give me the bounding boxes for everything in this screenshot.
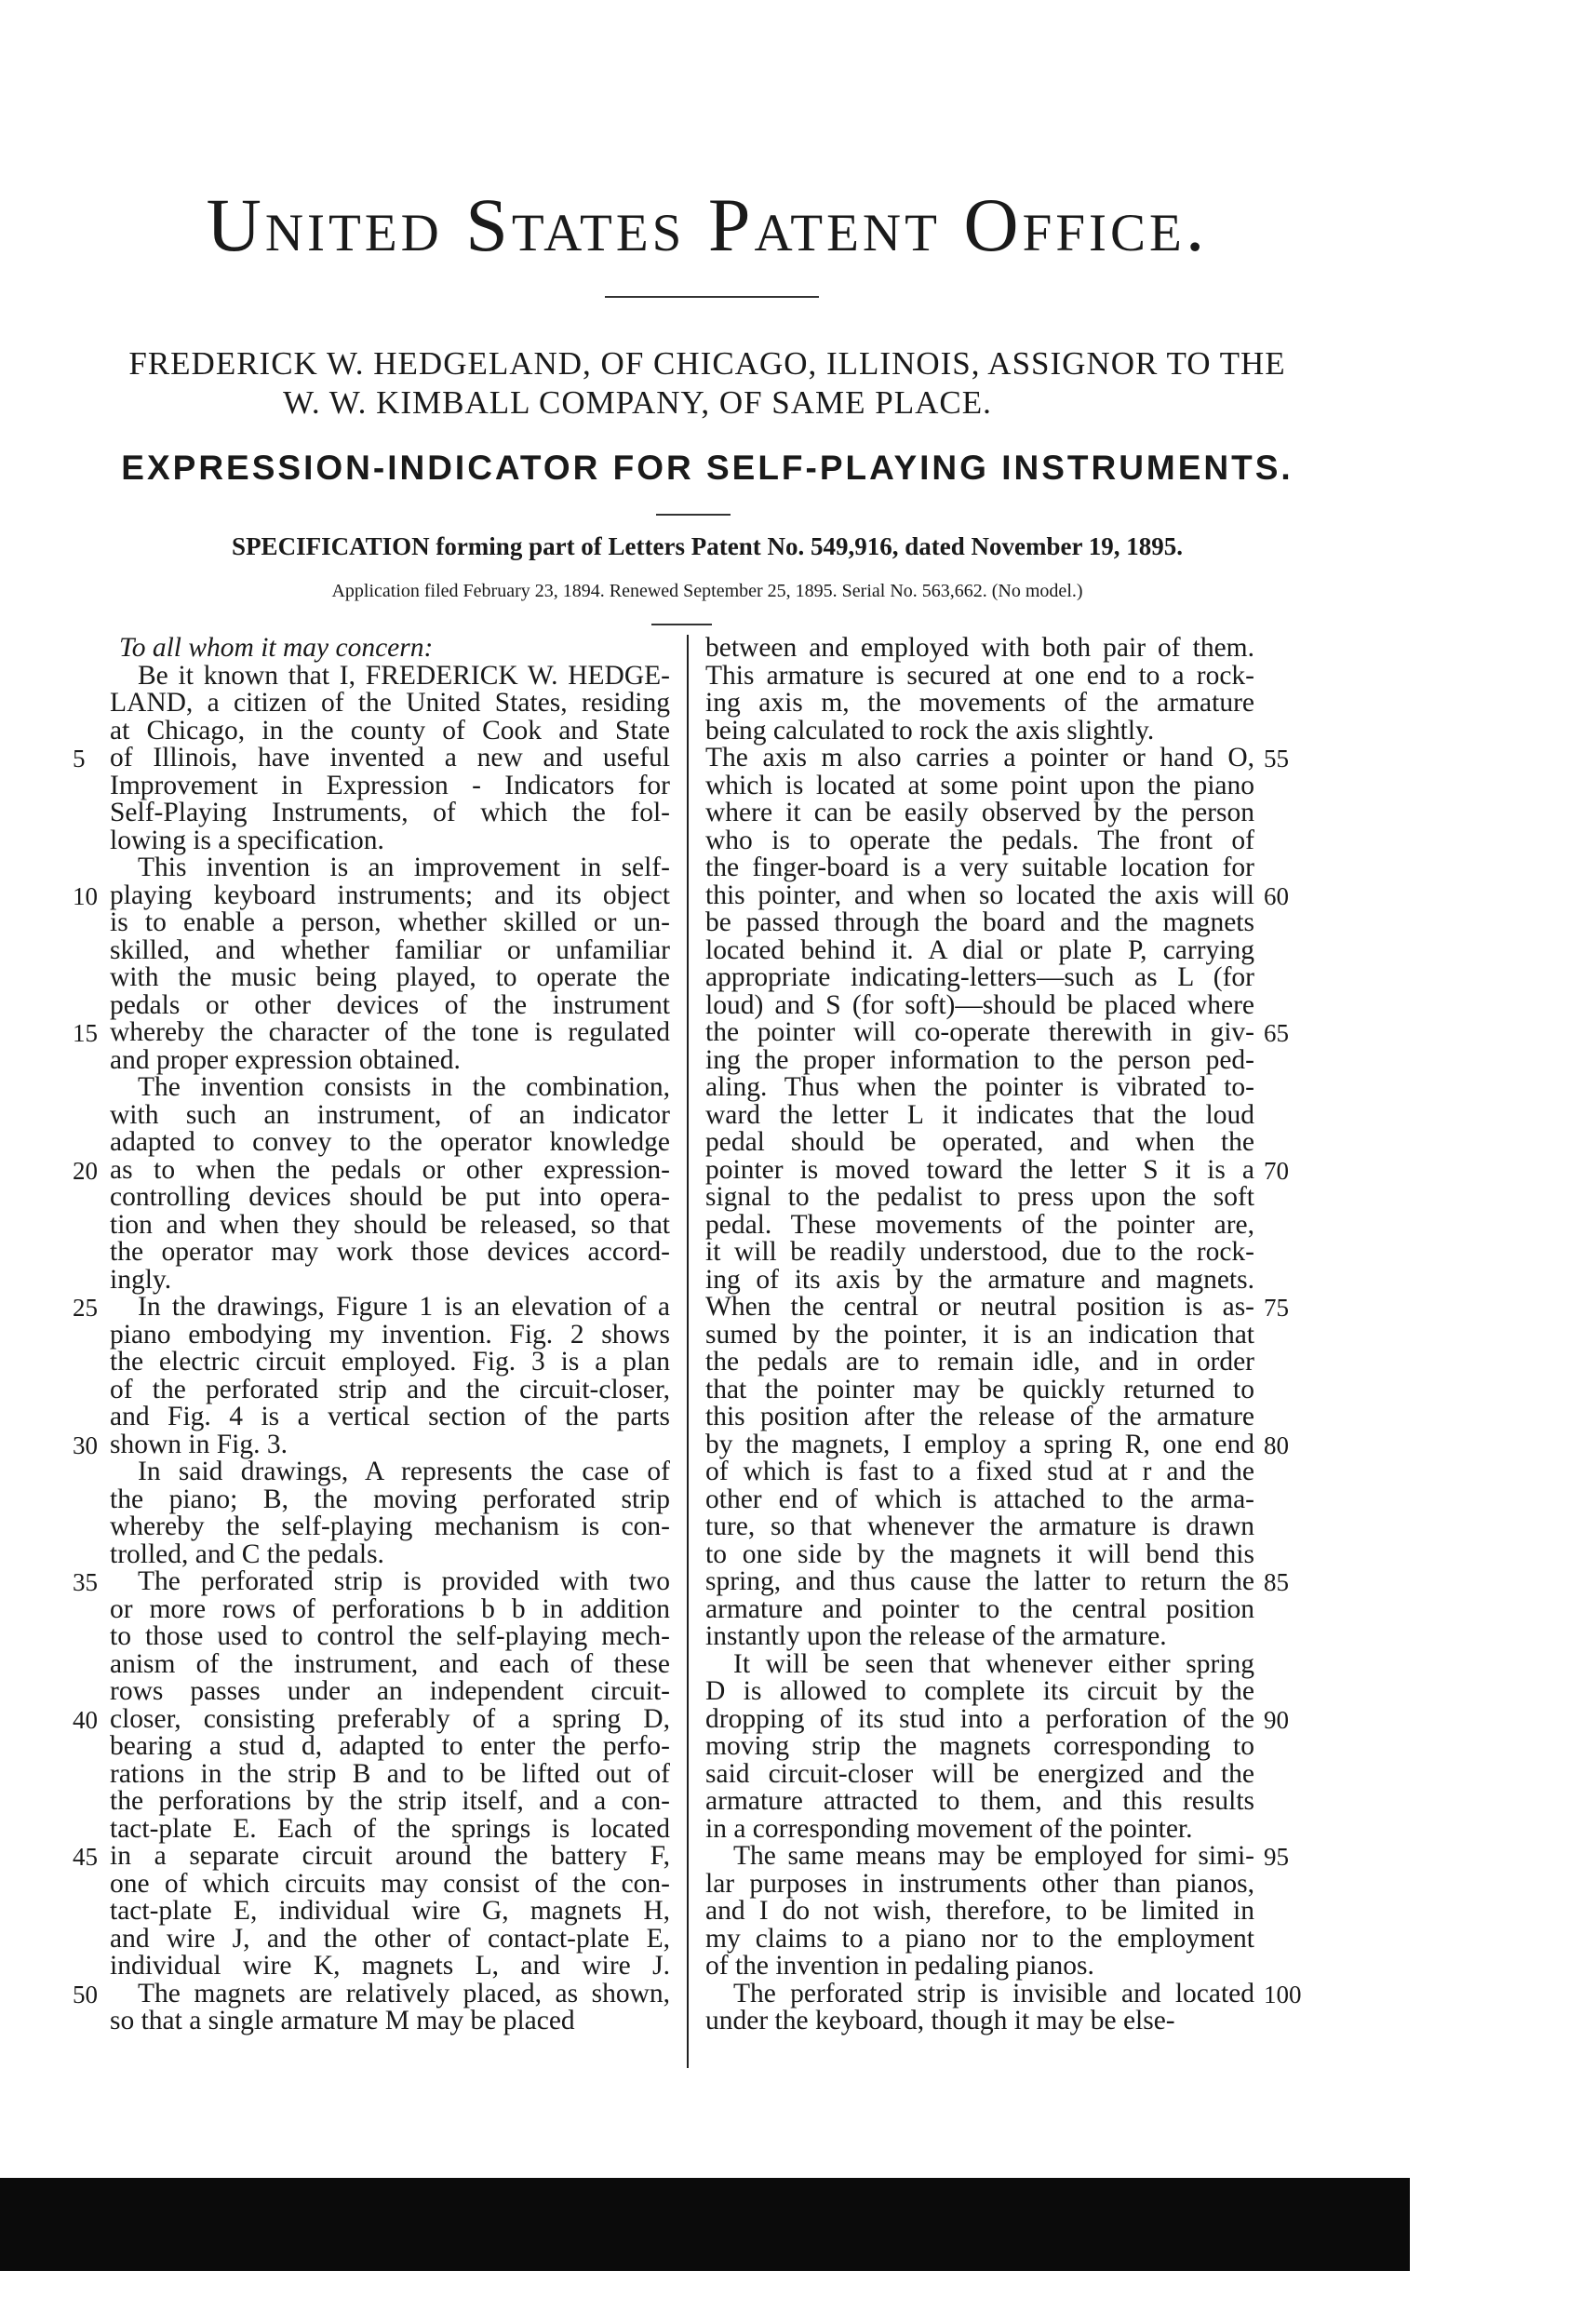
right-text-line: armature and pointer to the central position <box>705 1593 1254 1624</box>
right-text-line: be passed through the board and the magnets <box>705 907 1254 937</box>
right-text-line: ing the proper information to the person ped- <box>705 1044 1254 1075</box>
left-text-line: the operator may work those devices accord- <box>110 1237 670 1267</box>
left-text-line: and wire J, and the other of contact-plate E, <box>110 1923 670 1954</box>
right-text-line: pedal. These movements of the pointer are, <box>705 1209 1254 1240</box>
left-text-line: Improvement in Expression - Indicators for <box>110 770 670 800</box>
right-column <box>705 635 1254 2035</box>
left-text-line: To all whom it may concern: <box>119 633 434 663</box>
line-number: 80 <box>1264 1431 1289 1459</box>
right-text-line: ward the letter L it indicates that the loud <box>705 1099 1254 1130</box>
left-text-line: bearing a stud d, adapted to enter the perfo- <box>110 1731 670 1761</box>
column-divider <box>687 635 689 2068</box>
right-text-line: When the central or neutral position is as- <box>705 1292 1254 1322</box>
line-number: 95 <box>1264 1843 1289 1871</box>
left-text-line: lowing is a specification. <box>110 825 384 855</box>
right-text-line: who is to operate the pedals. The front of <box>705 825 1254 855</box>
right-text-line: loud) and S (for soft)—should be placed where <box>705 989 1254 1020</box>
specification-line: SPECIFICATION forming part of Letters Patent No. 549,916, dated November 19, 1895. <box>232 532 1183 560</box>
left-text-line: closer, consisting preferably of a spring D, <box>110 1703 670 1734</box>
left-column <box>110 635 670 2035</box>
right-text-line: under the keyboard, though it may be else- <box>705 2006 1175 2035</box>
right-text-line: it will be readily understood, due to the rock- <box>705 1237 1254 1267</box>
patent-office-heading: United States Patent Office. <box>206 182 1209 267</box>
right-text-line: It will be seen that whenever either spring <box>733 1648 1254 1679</box>
line-number: 85 <box>1264 1568 1289 1596</box>
right-text-line: where it can be easily observed by the person <box>705 798 1254 827</box>
left-text-line: of the perforated strip and the circuit-closer, <box>110 1374 670 1404</box>
left-text-line: of Illinois, have invented a new and useful <box>110 743 670 772</box>
right-text-line: moving strip the magnets corresponding to <box>705 1731 1254 1761</box>
left-text-line: whereby the character of the tone is regulated <box>110 1017 670 1047</box>
line-number: 70 <box>1264 1156 1289 1185</box>
right-text-line: ture, so that whenever the armature is drawn <box>705 1511 1254 1541</box>
right-text-line: this pointer, and when so located the axis will <box>705 880 1254 910</box>
right-text-line: of which is fast to a fixed stud at r and the <box>705 1457 1254 1486</box>
right-text-line: ing of its axis by the armature and magnets. <box>705 1264 1254 1295</box>
right-text-line: and I do not wish, therefore, to be limited in <box>705 1896 1254 1926</box>
line-number: 45 <box>73 1843 98 1871</box>
left-text-line: skilled, and whether familiar or unfamiliar <box>110 934 670 965</box>
right-text-line: dropping of its stud into a perforation of the <box>705 1703 1254 1734</box>
right-text-line: which is located at some point upon the piano <box>705 770 1254 800</box>
right-text-line: said circuit-closer will be energized and the <box>705 1758 1254 1789</box>
left-text-line: rows passes under an independent circuit- <box>110 1676 670 1706</box>
left-text-line: one of which circuits may consist of the con- <box>110 1868 670 1899</box>
application-line: Application filed February 23, 1894. Renewed September 25, 1895. Serial No. 563,662. (No model.) <box>331 581 1083 601</box>
left-text-line: pedals or other devices of the instrument <box>110 989 670 1020</box>
line-number: 30 <box>73 1431 98 1459</box>
inventor-assignment <box>74 344 1340 423</box>
left-text-line: shown in Fig. 3. <box>110 1429 288 1459</box>
line-number: 5 <box>73 745 86 772</box>
left-text-line: so that a single armature M may be placed <box>110 2006 575 2035</box>
right-text-line: pointer is moved toward the letter S it is a <box>705 1154 1254 1185</box>
left-text-line: Self-Playing Instruments, of which the fol- <box>110 798 670 827</box>
left-text-line: in a separate circuit around the battery F, <box>110 1841 670 1871</box>
right-text-line: pedal should be operated, and when the <box>705 1127 1254 1157</box>
right-text-line: of the invention in pedaling pianos. <box>705 1951 1094 1981</box>
line-number: 20 <box>73 1156 98 1185</box>
left-text-line: The magnets are relatively placed, as shown, <box>138 1978 670 2008</box>
heading-divider <box>605 296 819 298</box>
right-text-line: to one side by the magnets it will bend this <box>705 1538 1254 1569</box>
line-number: 55 <box>1264 745 1289 772</box>
left-text-line: ingly. <box>110 1264 172 1295</box>
right-text-line: aling. Thus when the pointer is vibrated to- <box>705 1072 1254 1102</box>
left-text-line: controlling devices should be put into opera- <box>110 1182 670 1212</box>
line-number: 10 <box>73 881 98 910</box>
line-number: 65 <box>1264 1019 1289 1047</box>
left-text-line: and Fig. 4 is a vertical section of the parts <box>110 1402 670 1431</box>
left-text-line: LAND, a citizen of the United States, residing <box>110 688 670 718</box>
line-number: 25 <box>73 1294 98 1322</box>
right-text-line: between and employed with both pair of them. <box>705 633 1254 663</box>
right-text-line: ing axis m, the movements of the armature <box>705 688 1254 718</box>
right-text-line: This armature is secured at one end to a rock- <box>705 660 1254 691</box>
left-text-line: at Chicago, in the county of Cook and State <box>110 715 670 746</box>
right-text-line: instantly upon the release of the armature. <box>705 1621 1167 1651</box>
right-text-line: sumed by the pointer, it is an indication that <box>705 1319 1254 1350</box>
line-number: 15 <box>73 1019 98 1047</box>
right-text-line: The perforated strip is invisible and located <box>733 1978 1254 2008</box>
left-text-line: the piano; B, the moving perforated strip <box>110 1484 670 1514</box>
right-text-line: spring, and thus cause the latter to return the <box>705 1566 1254 1596</box>
left-text-line: anism of the instrument, and each of these <box>110 1648 670 1679</box>
left-text-line: rations in the strip B and to be lifted out of <box>110 1758 670 1789</box>
right-text-line: being calculated to rock the axis slightly. <box>705 715 1155 746</box>
left-text-line: to those used to control the self-playing mech- <box>110 1621 670 1651</box>
right-text-line: signal to the pedalist to press upon the soft <box>705 1182 1254 1212</box>
left-text-line: whereby the self-playing mechanism is con- <box>110 1511 670 1541</box>
right-text-line: this position after the release of the armature <box>705 1402 1254 1431</box>
left-text-line: The invention consists in the combination, <box>138 1072 670 1102</box>
right-text-line: the pointer will co-operate therewith in giv- <box>705 1017 1254 1047</box>
right-text-line: other end of which is attached to the arma- <box>705 1484 1254 1514</box>
title-divider <box>656 514 731 516</box>
left-text-line: playing keyboard instruments; and its object <box>110 880 670 910</box>
right-text-line: The same means may be employed for simi- <box>733 1841 1254 1871</box>
right-text-line: that the pointer may be quickly returned to <box>705 1374 1254 1404</box>
right-text-line: the pedals are to remain idle, and in order <box>705 1347 1254 1377</box>
right-text-line: the finger-board is a very suitable location for <box>705 853 1254 882</box>
left-text-line: adapted to convey to the operator knowledge <box>110 1127 670 1157</box>
inventor-line: FREDERICK W. HEDGELAND, OF CHICAGO, ILLINOIS, ASSIGNOR TO THE <box>128 345 1286 382</box>
left-text-line: This invention is an improvement in self- <box>138 853 670 882</box>
right-text-line: located behind it. A dial or plate P, carrying <box>705 934 1254 965</box>
right-text-line: in a corresponding movement of the pointer. <box>705 1813 1193 1844</box>
left-text-line: with the music being played, to operate the <box>110 962 670 992</box>
left-text-line: or more rows of perforations b b in addition <box>110 1593 670 1624</box>
line-number: 75 <box>1264 1294 1289 1322</box>
left-text-line: is to enable a person, whether skilled or un- <box>110 907 670 937</box>
left-text-line: with such an instrument, of an indicator <box>110 1099 670 1130</box>
left-text-line: tact-plate E. Each of the springs is located <box>110 1813 670 1844</box>
left-text-line: trolled, and C the pedals. <box>110 1538 384 1569</box>
left-text-line: Be it known that I, FREDERICK W. HEDGE- <box>138 660 670 691</box>
right-text-line: lar purposes in instruments other than pianos, <box>705 1868 1254 1899</box>
left-text-line: In said drawings, A represents the case of <box>138 1457 670 1486</box>
right-text-line: The axis m also carries a pointer or hand O, <box>705 743 1254 772</box>
right-text-line: armature attracted to them, and this results <box>705 1786 1254 1816</box>
left-text-line: and proper expression obtained. <box>110 1044 461 1075</box>
scan-border <box>0 2178 1410 2271</box>
assignee-line: W. W. KIMBALL COMPANY, OF SAME PLACE. <box>283 384 992 421</box>
left-text-line: the perforations by the strip itself, and a con- <box>110 1786 670 1816</box>
left-text-line: tact-plate E, individual wire G, magnets H, <box>110 1896 670 1926</box>
invention-title: EXPRESSION-INDICATOR FOR SELF-PLAYING INSTRUMENTS. <box>121 449 1294 487</box>
line-number: 40 <box>73 1705 98 1734</box>
line-number: 35 <box>73 1568 98 1596</box>
right-text-line: by the magnets, I employ a spring R, one end <box>705 1429 1254 1459</box>
line-number: 60 <box>1264 881 1289 910</box>
line-number: 50 <box>73 1980 98 2008</box>
left-text-line: The perforated strip is provided with two <box>138 1566 670 1596</box>
left-text-line: piano embodying my invention. Fig. 2 shows <box>110 1319 670 1350</box>
right-text-line: appropriate indicating-letters—such as L (for <box>705 962 1254 992</box>
line-number: 90 <box>1264 1705 1289 1734</box>
right-text-line: D is allowed to complete its circuit by the <box>705 1676 1254 1706</box>
left-text-line: individual wire K, magnets L, and wire J. <box>110 1951 670 1981</box>
line-number: 100 <box>1264 1980 1302 2008</box>
left-text-line: tion and when they should be released, so that <box>110 1209 670 1240</box>
left-text-line: the electric circuit employed. Fig. 3 is a plan <box>110 1347 670 1377</box>
spec-divider <box>651 624 712 625</box>
right-text-line: my claims to a piano nor to the employment <box>705 1923 1254 1954</box>
left-text-line: In the drawings, Figure 1 is an elevation of a <box>138 1292 670 1322</box>
left-text-line: as to when the pedals or other expression- <box>110 1154 670 1185</box>
